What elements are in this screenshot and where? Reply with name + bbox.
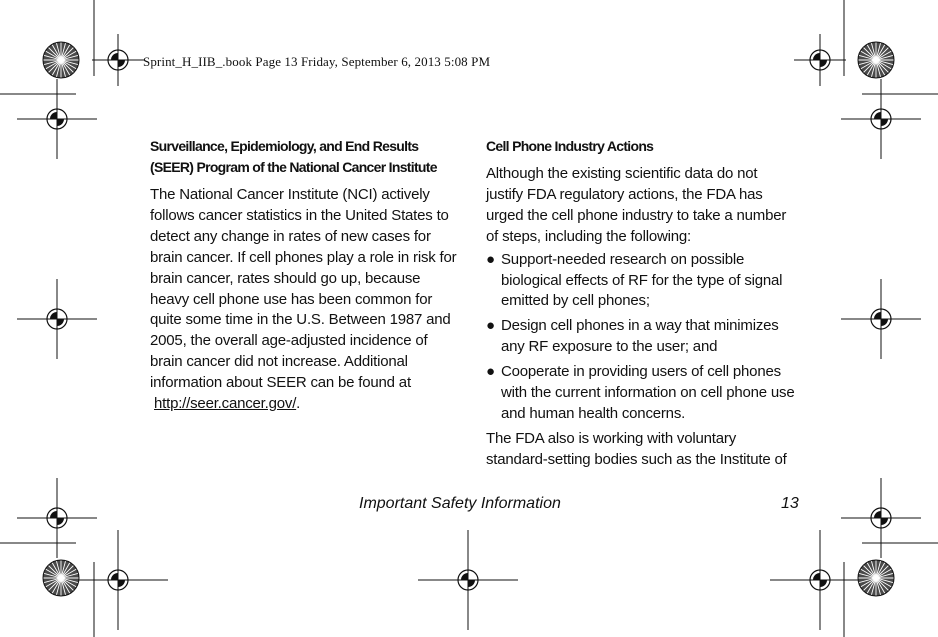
list-item-text: Design cell phones in a way that minimizes any RF exposure to the user; and (501, 317, 779, 356)
registration-quadrant (874, 112, 881, 119)
bullet-dot-icon: ● (486, 363, 495, 381)
registration-quadrant (57, 518, 64, 525)
seer-body-text: The National Cancer Institute (NCI) actively follows cancer statistics in the United States to detect any change in rates of new cases for brain cancer. If cell phones play a role in risk for brain cancer, rates should go up, because heavy cell phone use has been common for quite some time in the U.S. Between 1987 and 2005, the overall age-adjusted incidence of brain cancer did not increase. Additional information about SEER can be found at (150, 186, 457, 392)
registration-quadrant (881, 319, 888, 326)
registration-quadrant (820, 60, 827, 67)
registration-quadrant (813, 573, 820, 580)
industry-actions-heading: Cell Phone Industry Actions (486, 138, 654, 154)
registration-quadrant (50, 511, 57, 518)
list-item-text: Cooperate in providing users of cell phones with the current information on cell phone use and human health concerns. (501, 363, 795, 422)
list-item (486, 362, 798, 425)
registration-quadrant (881, 119, 888, 126)
list-item-text: Support-needed research on possible biological effects of RF for the type of signal emitted by cell phones; (501, 250, 783, 310)
registration-quadrant (57, 119, 64, 126)
footer-section-title: Important Safety Information (359, 495, 561, 512)
bullet-dot-icon: ● (486, 317, 495, 335)
registration-quadrant (813, 53, 820, 60)
industry-steps-list (486, 250, 798, 425)
seer-heading: Surveillance, Epidemiology, and End Results (SEER) Program of the National Cancer Institute (150, 138, 437, 175)
seer-paragraph (150, 185, 462, 415)
registration-quadrant (874, 312, 881, 319)
book-header-line: Sprint_H_IIB_.book Page 13 Friday, September 6, 2013 5:08 PM (143, 54, 491, 69)
registration-quadrant (50, 312, 57, 319)
seer-link[interactable]: http://seer.cancer.gov/ (154, 395, 297, 413)
page-number: 13 (781, 495, 799, 512)
registration-quadrant (118, 60, 125, 67)
industry-intro-paragraph: Although the existing scientific data do not justify FDA regulatory actions, the FDA has urged the cell phone industry to take a number of steps, including the following: (486, 165, 787, 245)
registration-quadrant (118, 580, 125, 587)
fda-closing-paragraph: The FDA also is working with voluntary standard-setting bodies such as the Institute of (486, 429, 787, 468)
right-column (486, 136, 798, 471)
left-column (150, 136, 462, 415)
registration-quadrant (820, 580, 827, 587)
bullet-dot-icon: ● (486, 250, 495, 268)
list-item (486, 250, 798, 313)
registration-quadrant (468, 580, 475, 587)
list-item (486, 316, 798, 358)
registration-quadrant (57, 319, 64, 326)
registration-quadrant (874, 511, 881, 518)
registration-quadrant (111, 573, 118, 580)
registration-quadrant (461, 573, 468, 580)
registration-quadrant (881, 518, 888, 525)
registration-quadrant (50, 112, 57, 119)
registration-quadrant (111, 53, 118, 60)
seer-link-period: . (296, 395, 301, 413)
